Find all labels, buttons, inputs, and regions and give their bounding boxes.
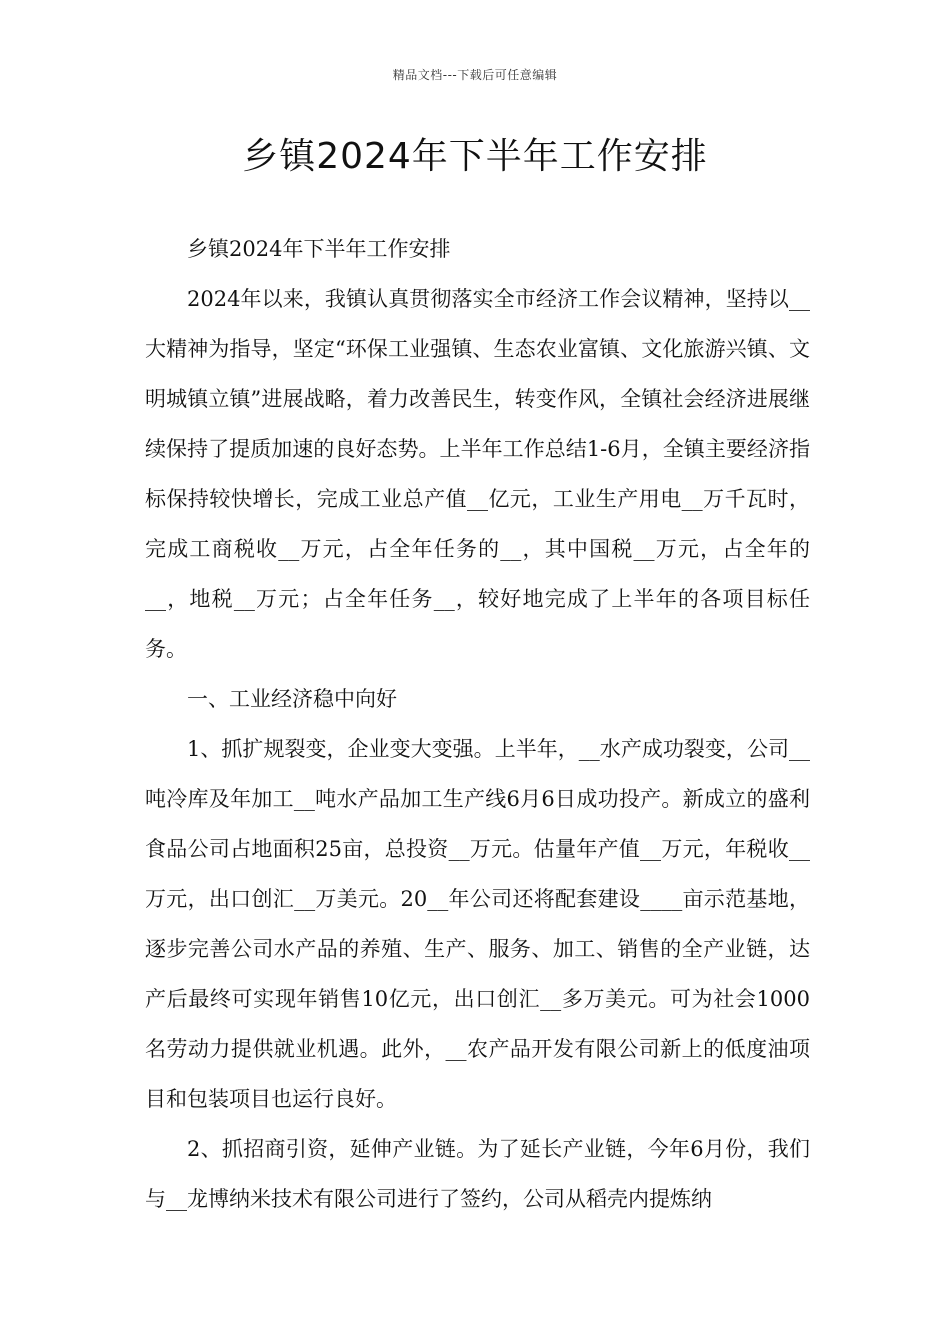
paragraph-summary: 2024年以来，我镇认真贯彻落实全市经济工作会议精神，坚持以__大精神为指导，坚定“环保工业强镇、生态农业富镇、文化旅游兴镇、文明城镇立镇”进展战略，着力改善民生，转变作风，全镇社会经济进展继续保持了提质加速的良好态势。上半年工作总结1-6月，全镇主要经济指标保持较快增长，完成工业总产值__亿元，工业生产用电__万千瓦时，完成工商税收__万元，占全年任务的__，其中国税__万元，占全年的__，地税__万元；占全年任务__，较好地完成了上半年的各项目标任务。 [145, 287, 810, 661]
paragraph-item-1: 1、抓扩规裂变，企业变大变强。上半年，__水产成功裂变，公司__吨冷库及年加工__吨水产品加工生产线6月6日成功投产。新成立的盛利食品公司占地面积25亩，总投资__万元。估量年产值__万元，年税收__万元，出口创汇__万美元。20__年公司还将配套建设____亩示范基地，逐步完善公司水产品的养殖、生产、服务、加工、销售的全产业链，达产后最终可实现年销售10亿元，出口创汇__多万美元。可为社会1000名劳动力提供就业机遇。此外，__农产品开发有限公司新上的低度油项目和包装项目也运行良好。 [145, 737, 810, 1111]
document-body [145, 224, 810, 1224]
section-heading: 一、工业经济稳中向好 [187, 687, 397, 711]
paragraph-subtitle: 乡镇2024年下半年工作安排 [187, 237, 451, 261]
header-note: 精品文档---下载后可任意编辑 [392, 68, 558, 82]
document-title: 乡镇2024年下半年工作安排 [242, 136, 708, 177]
paragraph-item-2: 2、抓招商引资，延伸产业链。为了延长产业链，今年6月份，我们与__龙博纳米技术有限公司进行了签约，公司从稻壳内提炼纳 [145, 1137, 810, 1211]
